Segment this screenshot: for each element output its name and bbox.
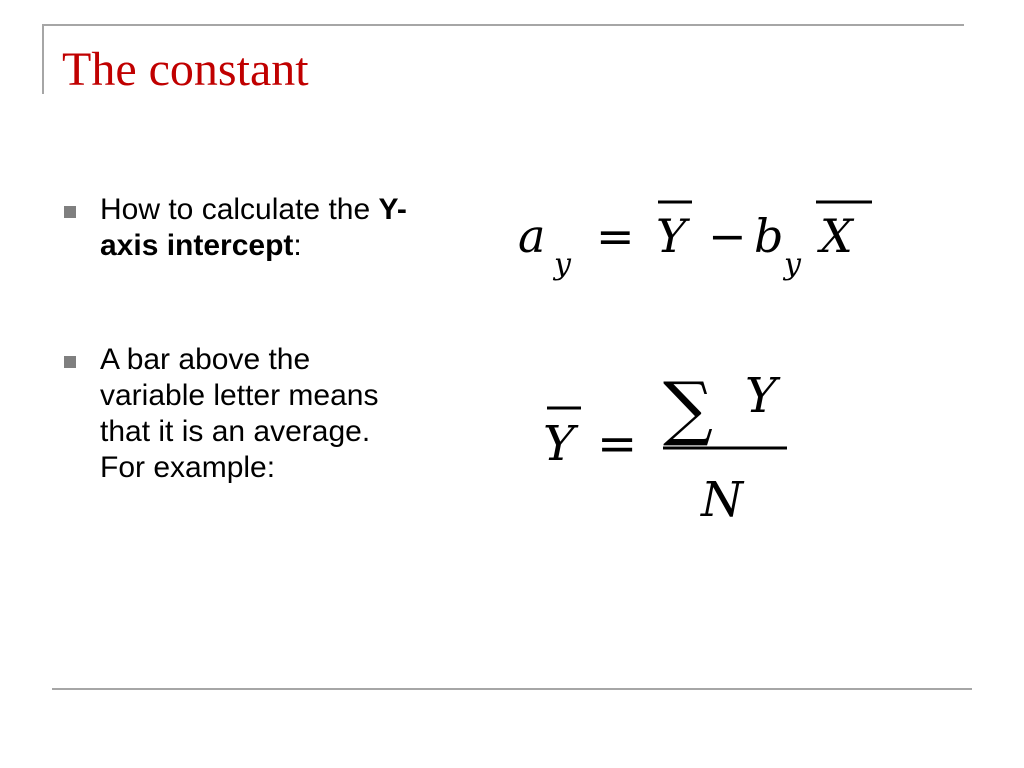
- summation-icon: ∑: [663, 367, 713, 449]
- bullet-intercept-bold-y: Y-: [378, 193, 407, 226]
- bullet-intercept-line-1: [100, 192, 500, 228]
- bullet-intercept: [100, 192, 500, 264]
- formula-mean-equals: =: [597, 416, 638, 472]
- slide-bottom-rule: [52, 688, 972, 690]
- formula-equals: =: [596, 209, 635, 263]
- formula-mean-numerator-y: Y: [745, 368, 777, 424]
- bullet-average: [100, 342, 460, 486]
- bullet-average-line: variable letter means: [100, 379, 379, 412]
- bullet-square-icon: [64, 206, 76, 218]
- formula-mean-denominator: N: [701, 472, 743, 528]
- bullet-intercept-bold-term: axis intercept: [100, 229, 294, 262]
- formula-minus: −: [708, 209, 747, 263]
- bullet-average-line: that it is an average.: [100, 415, 371, 448]
- bullet-intercept-text: How to calculate the: [100, 193, 379, 226]
- bullet-average-line: For example:: [100, 451, 276, 484]
- bullet-average-line: A bar above the: [100, 343, 311, 376]
- bullet-intercept-line-2: [100, 228, 500, 264]
- formula-b: b: [754, 209, 784, 263]
- formula-a: a: [518, 209, 546, 263]
- slide-frame-top-line: [42, 24, 964, 26]
- mean-formula: [535, 350, 805, 530]
- slide-title: The constant: [62, 43, 309, 96]
- formula-subscript-y2: y: [784, 247, 801, 282]
- bullet-intercept-colon: :: [293, 229, 302, 262]
- formula-ybar: Y: [656, 209, 687, 263]
- intercept-formula: [510, 190, 880, 290]
- slide-frame-left-line: [42, 24, 44, 94]
- bullet-square-icon: [64, 356, 76, 368]
- formula-subscript-y: y: [554, 247, 571, 282]
- formula-mean-ybar: Y: [543, 416, 575, 472]
- formula-xbar: X: [820, 209, 853, 263]
